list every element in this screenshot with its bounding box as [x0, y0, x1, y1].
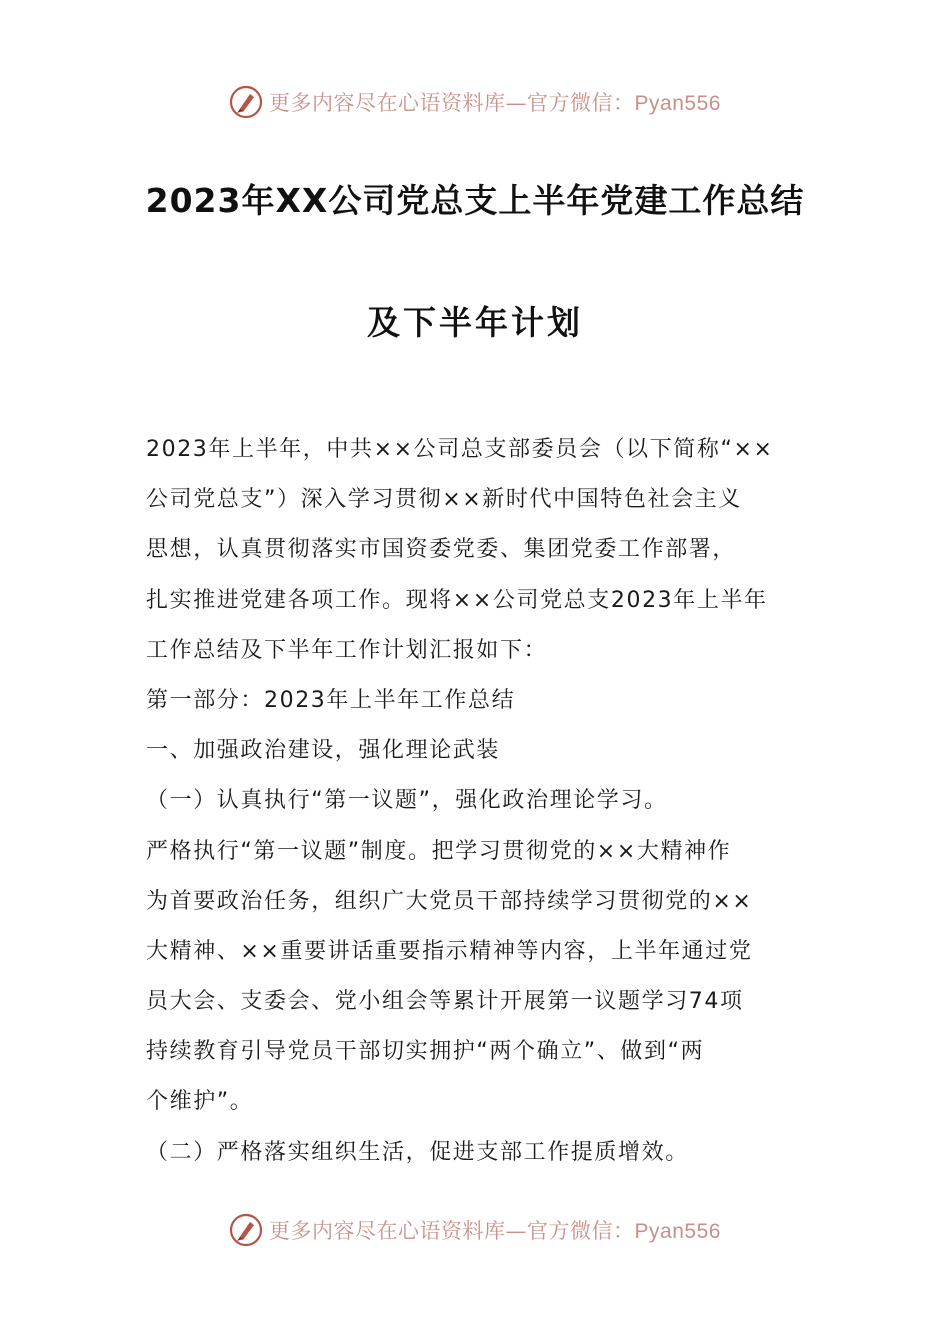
watermark-label: 更多内容尽在心语资料库—官方微信：	[269, 91, 635, 115]
body-line: 为首要政治任务，组织广大党员干部持续学习贯彻党的××	[146, 888, 753, 914]
section-heading-1: 一、加强政治建设，强化理论武装	[146, 738, 501, 764]
body-line: 思想，认真贯彻落实市国资委党委、集团党委工作部署，	[146, 537, 737, 563]
watermark-text	[269, 1215, 721, 1245]
pen-nib-seal-icon	[229, 85, 263, 119]
section-heading-part-one: 第一部分：2023年上半年工作总结	[146, 687, 516, 713]
watermark-wechat-id: Pyan556	[634, 1220, 721, 1243]
body-line: 扎实推进党建各项工作。现将××公司党总支2023年上半年	[146, 587, 768, 613]
watermark-wechat-id: Pyan556	[634, 92, 721, 115]
body-line: 持续教育引导党员干部切实拥护“两个确立”、做到“两	[146, 1039, 705, 1065]
body-line: 大精神、××重要讲话重要指示精神等内容，上半年通过党	[146, 938, 753, 964]
watermark-text	[269, 87, 721, 117]
body-line: 个维护”。	[146, 1089, 254, 1115]
subsection-heading-1-2: （二）严格落实组织生活，促进支部工作提质增效。	[146, 1139, 689, 1165]
body-line: 严格执行“第一议题”制度。把学习贯彻党的××大精神作	[146, 838, 732, 864]
body-line: 公司党总支”）深入学习贯彻××新时代中国特色社会主义	[146, 487, 742, 513]
body-line: 工作总结及下半年工作计划汇报如下：	[146, 637, 548, 663]
body-line: 2023年上半年，中共××公司总支部委员会（以下简称“××	[146, 437, 774, 462]
watermark-label: 更多内容尽在心语资料库—官方微信：	[269, 1219, 635, 1243]
document-title-line-1: 2023年XX公司党总支上半年党建工作总结	[145, 181, 805, 220]
body-line: 员大会、支委会、党小组会等累计开展第一议题学习74项	[146, 989, 744, 1015]
document-body	[146, 425, 816, 1178]
pen-nib-seal-icon	[229, 1213, 263, 1247]
subsection-heading-1-1: （一）认真执行“第一议题”，强化政治理论学习。	[146, 788, 668, 814]
watermark-banner-top	[0, 80, 950, 124]
document-title-line-2: 及下半年计划	[367, 303, 583, 342]
watermark-banner-bottom	[0, 1208, 950, 1252]
